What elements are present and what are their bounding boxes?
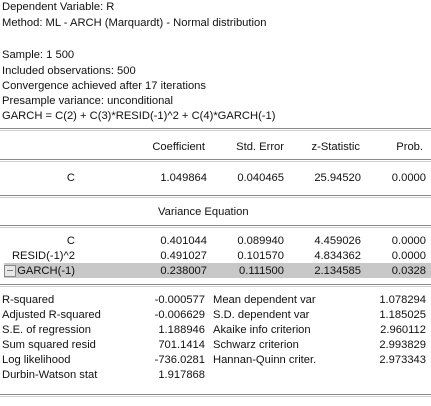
stat-sd-dep-var-label: S.D. dependent var [213,309,310,321]
stat-se-regression-value: 1.188946 [158,324,205,336]
stat-schwarz-label: Schwarz criterion [213,339,299,351]
column-header-prob: Prob. [396,141,423,153]
stat-se-regression-label: S.E. of regression [2,324,91,336]
variance-c-prob: 0.0000 [391,235,426,247]
method-line: Method: ML - ARCH (Marquardt) - Normal distribution [2,17,267,29]
variance-c-variable: C [66,235,75,247]
stat-durbin-watson-label: Durbin-Watson stat [2,369,98,381]
mean-eq-variable: C [66,172,75,184]
variance-garch-coefficient: 0.238007 [160,265,207,277]
mean-eq-std-error: 0.040465 [237,172,284,184]
variance-garch-prob: 0.0328 [391,265,426,277]
stat-schwarz-value: 2.993829 [379,339,426,351]
stat-akaike-value: 2.960112 [380,324,426,336]
convergence-line: Convergence achieved after 17 iterations [2,80,206,92]
variance-garch-std-error: 0.111500 [239,265,284,277]
variance-resid-coefficient: 0.491027 [160,250,207,262]
sample-line: Sample: 1 500 [2,49,75,61]
stat-r-squared-value: -0.000577 [154,294,205,306]
stat-hannan-quinn-label: Hannan-Quinn criter. [213,354,317,366]
mean-eq-z-stat: 25.94520 [314,172,361,184]
column-header-z-statistic: z-Statistic [311,141,360,153]
column-header-coefficient: Coefficient [152,141,205,153]
included-observations-line: Included observations: 500 [2,65,136,77]
row-selector-icon[interactable] [4,265,16,277]
stat-adj-r-squared-value: -0.006629 [154,309,205,321]
stat-akaike-label: Akaike info criterion [213,324,311,336]
presample-line: Presample variance: unconditional [2,95,174,107]
variance-c-std-error: 0.089940 [237,235,284,247]
dependent-variable-line: Dependent Variable: R [2,1,115,13]
column-header-std-error: Std. Error [236,141,284,153]
variance-title-bottom-divider [0,225,431,228]
garch-equation-line: GARCH = C(2) + C(3)*RESID(-1)^2 + C(4)*GARCH(-1) [2,110,276,122]
variance-resid-prob: 0.0000 [391,250,426,262]
variance-garch-variable[interactable]: GARCH(-1) [17,265,75,277]
variance-c-z-stat: 4.459026 [314,235,361,247]
variance-resid-std-error: 0.101570 [237,250,284,262]
stat-sum-sq-resid-value: 701.1414 [158,339,205,351]
stat-durbin-watson-value: 1.917868 [158,369,205,381]
variance-c-coefficient: 0.401044 [160,235,207,247]
stat-log-likelihood-label: Log likelihood [2,354,71,366]
variance-garch-z-stat: 2.134585 [314,265,361,277]
variance-title-top-divider [0,195,431,198]
stat-mean-dep-var-value: 1.078294 [379,294,426,306]
mean-eq-prob: 0.0000 [391,172,426,184]
stat-log-likelihood-value: -736.0281 [154,354,205,366]
table-top-divider [0,128,431,131]
stat-mean-dep-var-label: Mean dependent var [213,294,316,306]
stat-r-squared-label: R-squared [2,294,55,306]
variance-equation-title: Variance Equation [158,206,249,218]
variance-resid-z-stat: 4.834362 [314,250,361,262]
stat-adj-r-squared-label: Adjusted R-squared [2,309,101,321]
stats-top-divider [0,284,431,287]
table-bottom-divider [0,394,431,397]
stat-hannan-quinn-value: 2.973343 [379,354,426,366]
variance-resid-variable: RESID(-1)^2 [11,250,75,262]
stat-sd-dep-var-value: 1.185025 [379,309,426,321]
header-divider [0,159,431,162]
stat-sum-sq-resid-label: Sum squared resid [2,339,96,351]
mean-eq-coefficient: 1.049864 [160,172,207,184]
